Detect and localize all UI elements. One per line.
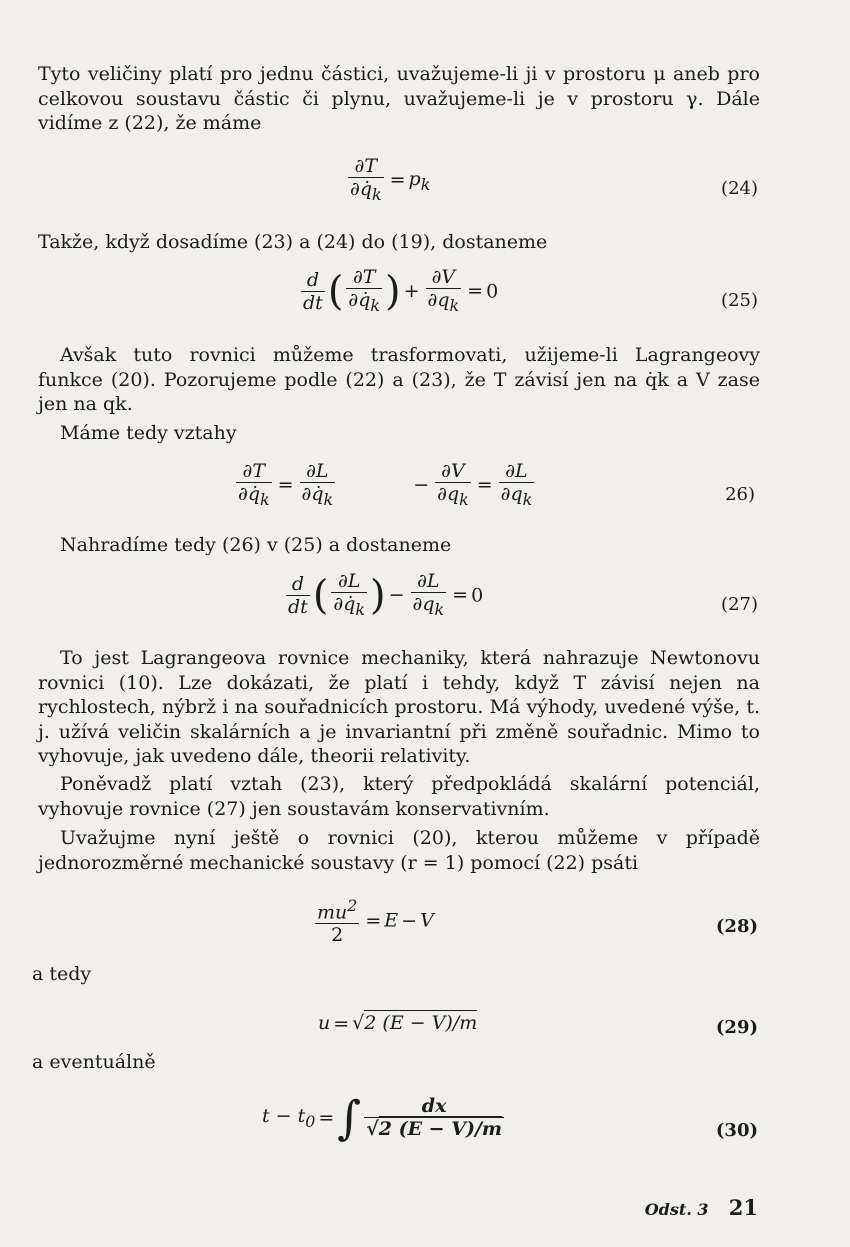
- equation-24: $\frac{\partial T}{\partial q̇_k}$ = $p_k$: [350, 155, 431, 204]
- equation-number-30: (30): [715, 1120, 758, 1141]
- equation-number-25: (25): [721, 290, 758, 311]
- equation-number-26: 26): [725, 484, 755, 505]
- equation-27: $\frac{d}{dt}$ ( $\frac{\partial L}{\partial q̇_k}$ ) − $\frac{\partial L}{\partial q_k}$ = 0: [288, 570, 484, 619]
- page-number: 21: [728, 1195, 758, 1220]
- paragraph-10: a eventuálně: [32, 1051, 156, 1073]
- equation-26: $\frac{\partial T}{\partial q̇_k}$ = $\frac{\partial L}{\partial q̇_k}$ − $\frac{\partial V}{\partial q_k}$ = $\frac{\partial L}{\partial q_k}$: [238, 460, 533, 509]
- paragraph-6: To jest Lagrangeova rovnice mechaniky, která nahrazuje Newtonovu rovnici (10). Lze dokázati, že platí i tehdy, když T závisí nejen na rychlostech, nýbrž i na souřadnicích prostoru. Má výhody, uvedené výše, t. j. užívá veličin skalárních a je invariantní při změně souřadnic. Mimo to vyhovuje, jak uvedeno dále, theorii relativity.: [38, 647, 760, 767]
- equation-30: $t - t_0$ =∫ $\frac{dx}{√2 (E - V)/m}$: [262, 1090, 502, 1145]
- paragraph-1: Tyto veličiny platí pro jednu částici, uvažujeme-li ji v prostoru μ aneb pro celkovou soustavu částic či plynu, uvažujeme-li je v prostoru γ. Dále vidíme z (22), že máme: [38, 63, 760, 134]
- equation-29: u = √2 (E − V)/m: [318, 1012, 478, 1035]
- paragraph-7: Poněvadž platí vztah (23), který předpokládá skalární potenciál, vyhovuje rovnice (27) jen soustavám konservativním.: [38, 773, 760, 820]
- equation-number-27: (27): [721, 594, 758, 615]
- paragraph-5: Nahradíme tedy (26) v (25) a dostaneme: [60, 534, 452, 556]
- section-label: Odst. 3: [644, 1200, 709, 1219]
- equation-number-29: (29): [715, 1017, 758, 1038]
- equation-number-28: (28): [715, 916, 758, 937]
- paragraph-8: Uvažujme nyní ještě o rovnici (20), kterou můžeme v případě jednorozměrné mechanické soustavy (r = 1) pomocí (22) psáti: [38, 827, 760, 874]
- equation-28: $\frac{mu^2}{2}$ = E − V: [317, 896, 434, 947]
- page-footer: [645, 1195, 758, 1220]
- paragraph-4: Máme tedy vztahy: [60, 422, 237, 444]
- equation-25: $\frac{d}{dt}$ ( $\frac{\partial T}{\partial q̇_k}$ ) + $\frac{\partial V}{\partial q_k}$ = 0: [303, 266, 499, 315]
- paragraph-9: a tedy: [32, 963, 92, 985]
- equation-number-24: (24): [721, 178, 758, 199]
- paragraph-2: Takže, když dosadíme (23) a (24) do (19), dostaneme: [38, 231, 548, 253]
- paragraph-3: Avšak tuto rovnici můžeme trasformovati, užijeme-li Lagrangeovy funkce (20). Pozorujeme podle (22) a (23), že T závisí jen na q̇k a V zase jen na qk.: [38, 344, 760, 415]
